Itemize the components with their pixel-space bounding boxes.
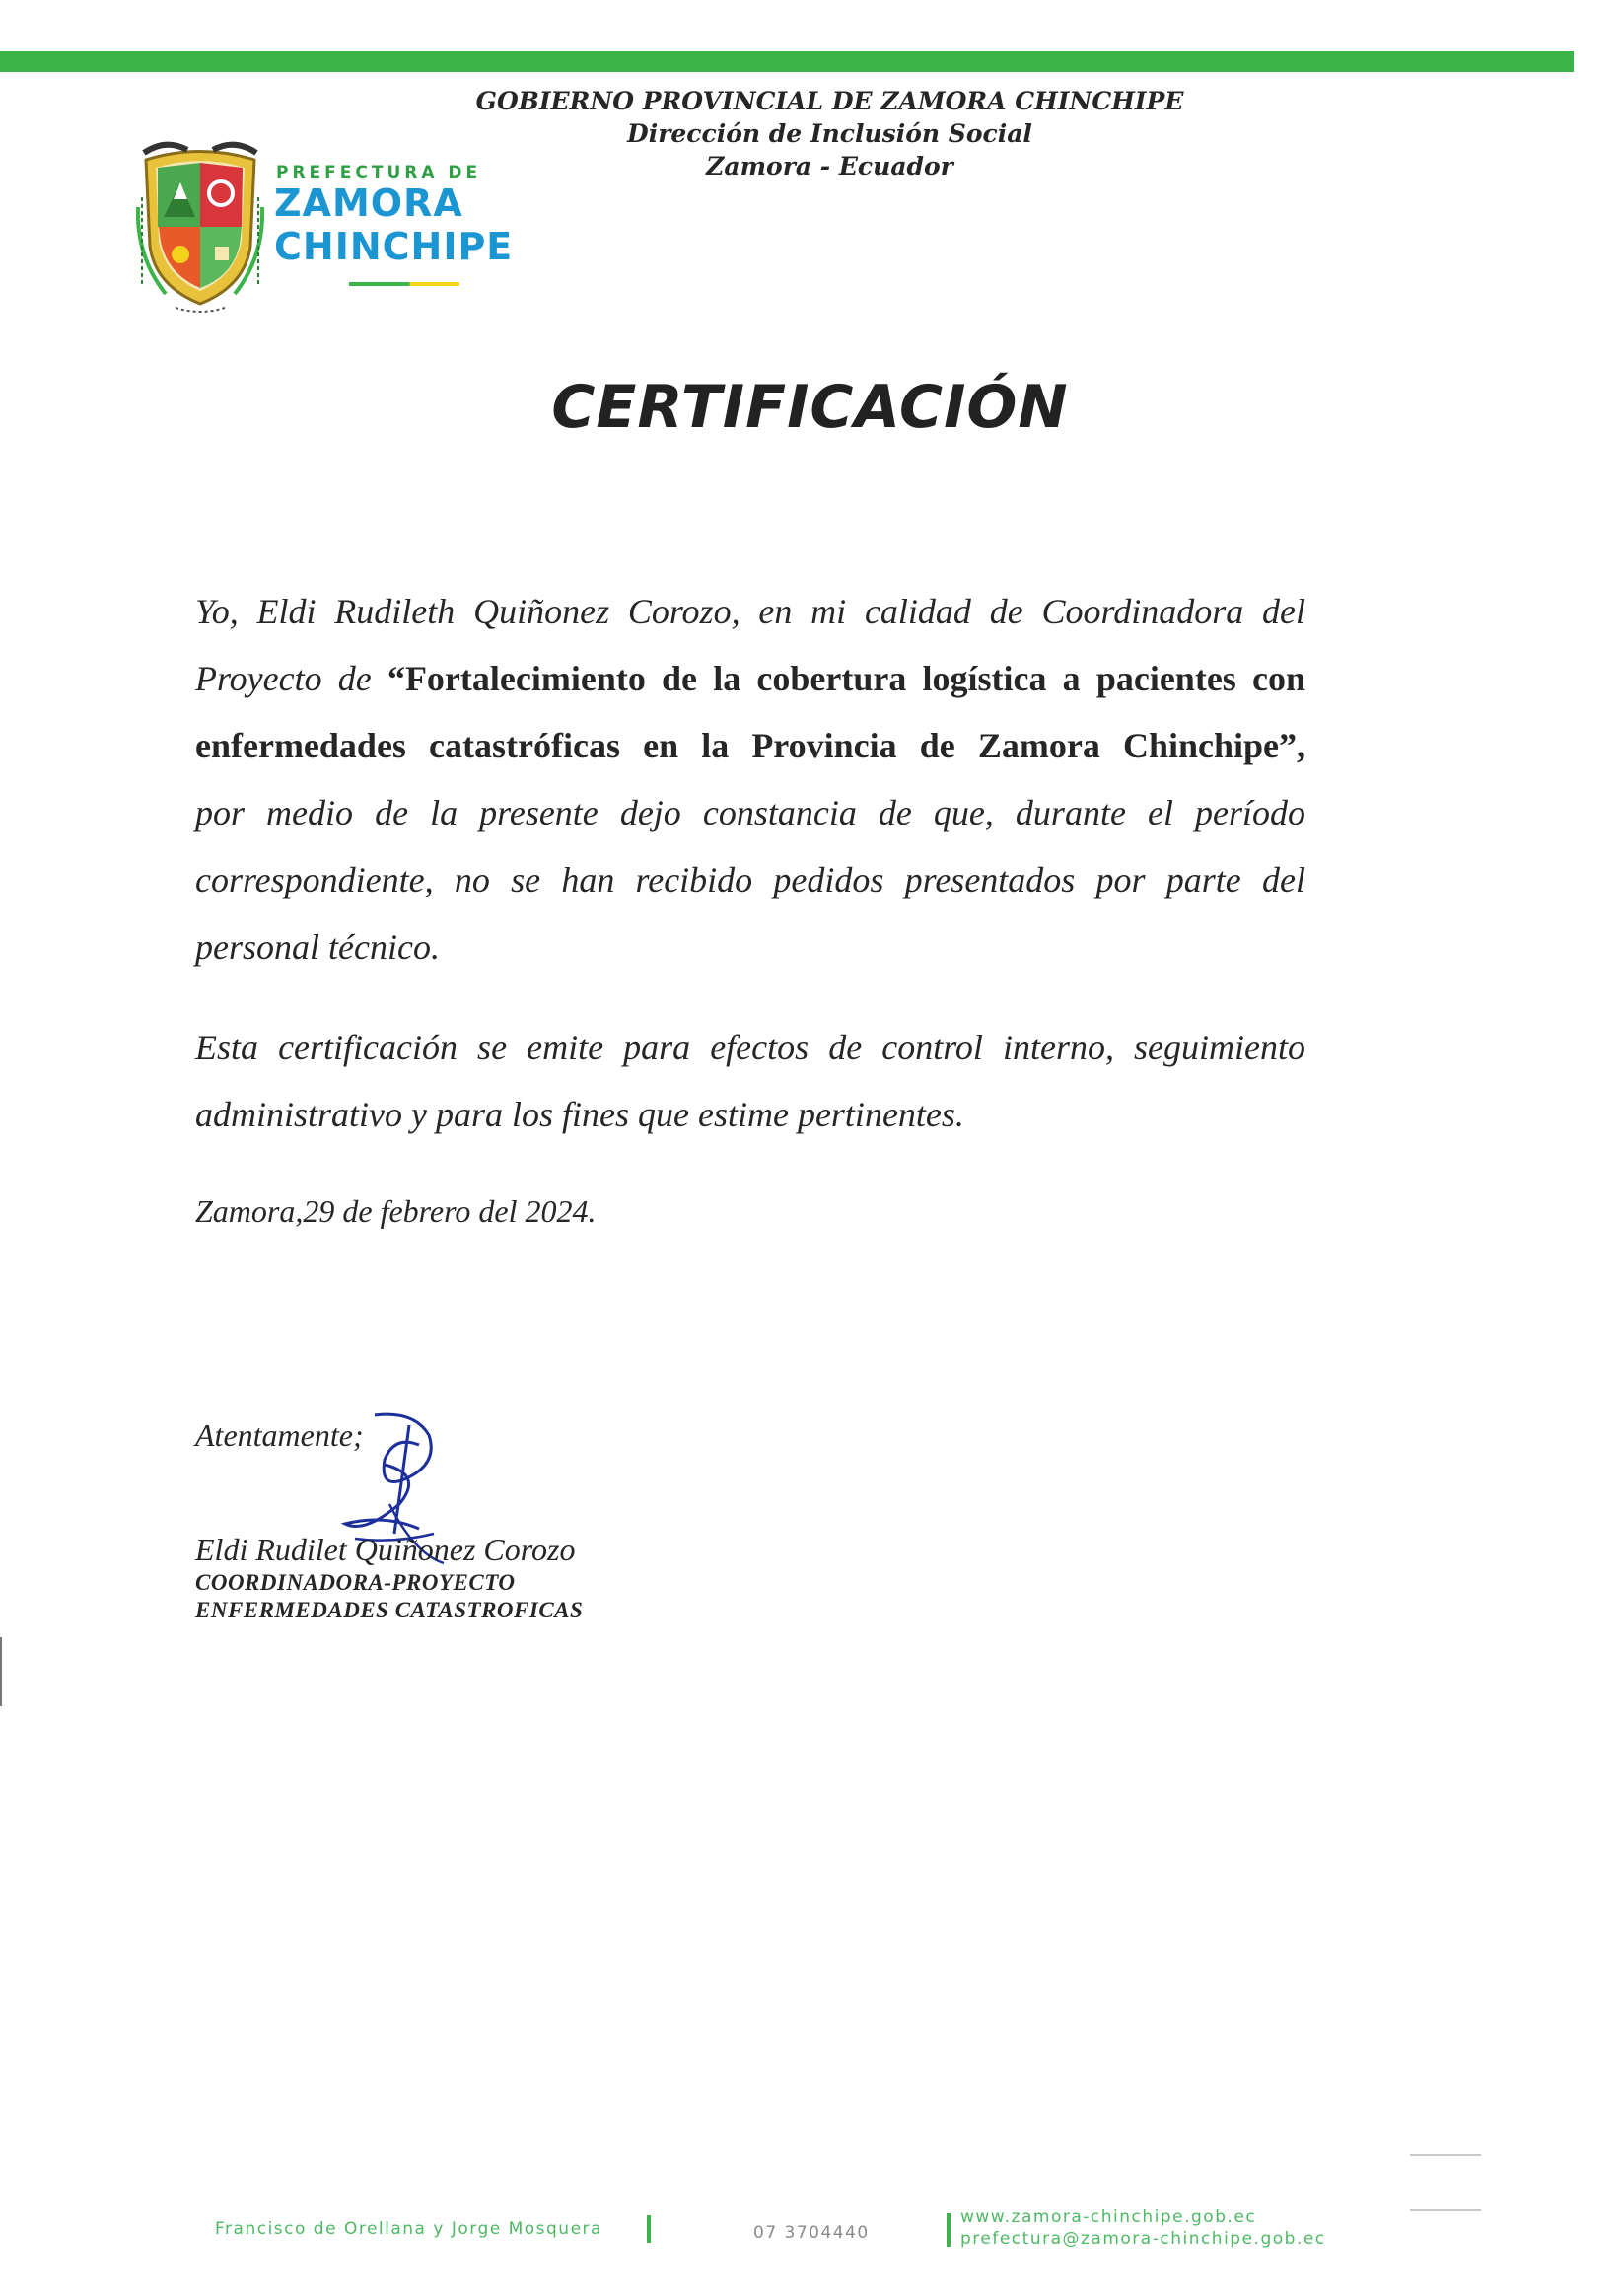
paragraph-2-line-1: Esta certificación se emite para efectos de control interno, seguimiento	[195, 1028, 1305, 1067]
footer-web[interactable]: www.zamora-chinchipe.gob.ec	[960, 2207, 1257, 2227]
logo-underline	[349, 282, 459, 286]
paragraph-2	[195, 1014, 1305, 1148]
project-name-part-1: “Fortalecimiento de la cobertura logística a pacientes con	[387, 659, 1305, 698]
project-name-part-2: enfermedades catastróficas en la Provincia de Zamora Chinchipe”,	[195, 726, 1305, 765]
project-intro: Proyecto de	[195, 659, 387, 698]
paragraph-1-line-2	[195, 645, 1305, 712]
header-government: GOBIERNO PROVINCIAL DE ZAMORA CHINCHIPE	[475, 87, 1184, 115]
logo-text-zamora: ZAMORA	[274, 181, 463, 225]
signer-name: Eldi Rudilet Quiñonez Corozo	[195, 1532, 576, 1567]
coat-of-arms-icon	[136, 138, 264, 316]
paragraph-1	[195, 578, 1305, 980]
header-direction: Dirección de Inclusión Social	[627, 119, 1032, 148]
footer-separator-1	[647, 2215, 651, 2243]
footer-address: Francisco de Orellana y Jorge Mosquera	[215, 2219, 602, 2239]
paragraph-2-line-2: administrativo y para los fines que estime pertinentes.	[195, 1095, 964, 1134]
logo-text-prefectura: PREFECTURA DE	[276, 163, 482, 182]
scan-artifact-1	[1410, 2154, 1481, 2156]
scan-edge-mark	[0, 1637, 2, 1706]
signer-role-1: COORDINADORA-PROYECTO	[195, 1570, 516, 1595]
paragraph-1-line-4: por medio de la presente dejo constancia de que, durante el período	[195, 793, 1305, 832]
prefectura-logo	[136, 138, 514, 325]
paragraph-1-line-5: correspondiente, no se han recibido pedidos presentados por parte del	[195, 860, 1305, 899]
document-date: Zamora,29 de febrero del 2024.	[195, 1193, 597, 1229]
document-title: CERTIFICACIÓN	[551, 373, 1069, 442]
scan-artifact-2	[1410, 2209, 1481, 2211]
footer-phone: 07 3704440	[753, 2223, 870, 2243]
logo-text-chinchipe: CHINCHIPE	[274, 225, 514, 268]
paragraph-1-line-1: Yo, Eldi Rudileth Quiñonez Corozo, en mi calidad de Coordinadora del	[195, 592, 1305, 631]
closing-salutation: Atentamente;	[195, 1417, 364, 1453]
header-location: Zamora - Ecuador	[706, 152, 953, 180]
header-green-bar	[0, 51, 1574, 72]
signer-role-2: ENFERMEDADES CATASTROFICAS	[195, 1598, 584, 1622]
paragraph-1-line-6: personal técnico.	[195, 927, 440, 967]
footer-email[interactable]: prefectura@zamora-chinchipe.gob.ec	[960, 2229, 1326, 2249]
footer-separator-2	[947, 2213, 951, 2247]
